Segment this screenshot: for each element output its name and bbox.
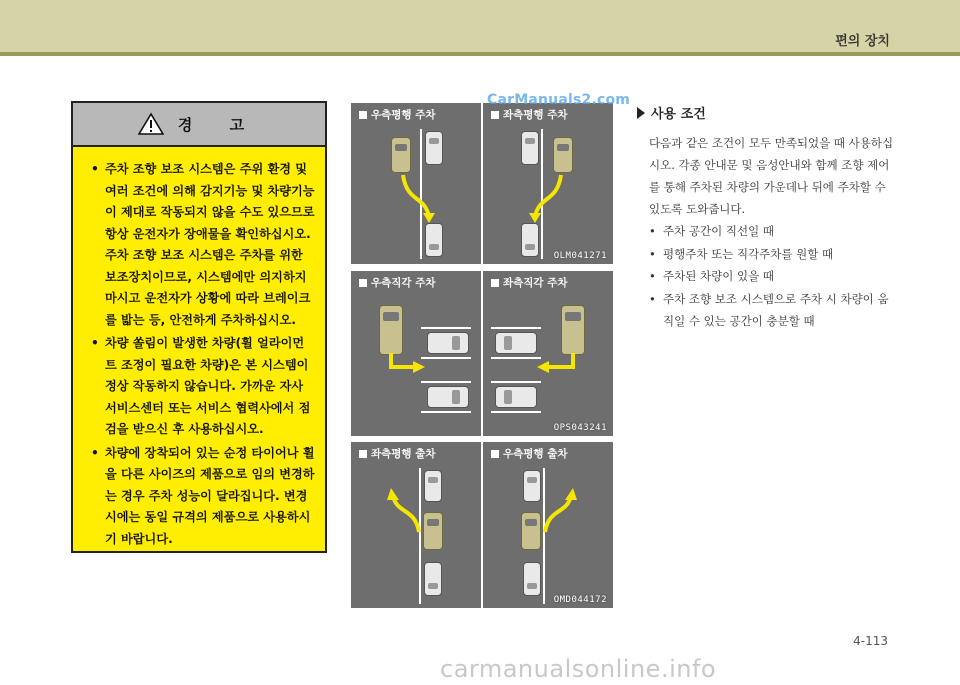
list-item: • 평행주차 또는 직각주차를 원할 때: [649, 243, 899, 266]
panel-label: 우측평행 주차: [371, 109, 436, 121]
panel-half-left: [351, 271, 481, 436]
arrow-icon: [385, 488, 425, 538]
list-item: • 주차 조향 보조 시스템으로 주차 시 차량이 움직일 수 있는 공간이 충분할 때: [649, 288, 899, 333]
warning-triangle-icon: [138, 112, 164, 136]
header-divider: [0, 52, 960, 56]
image-code: OMD044172: [553, 595, 607, 605]
image-code: OLM041271: [553, 251, 607, 261]
arrow-icon: [539, 488, 583, 538]
conditions-list: [637, 220, 899, 333]
image-code: OPS043241: [553, 423, 607, 433]
watermark: CarManuals2.com: [487, 92, 631, 108]
warning-box: [71, 101, 327, 553]
square-icon: [359, 450, 367, 458]
arrow-icon: [387, 353, 427, 377]
warning-item: • 차량에 장착되어 있는 순정 타이어나 휠을 다른 사이즈의 제품으로 임의 변경하는 경우 주차 성능이 달라집니다. 변경 시에는 동일 규격의 제품으로 사용하시기 바랍니다.: [89, 443, 315, 551]
square-icon: [491, 450, 499, 458]
triangle-right-icon: [637, 107, 645, 119]
list-item: • 주차된 차량이 있을 때: [649, 265, 899, 288]
page-number: 4-113: [853, 634, 888, 648]
panel-label: 우측직각 주차: [371, 277, 436, 289]
section-title: 편의 장치: [835, 34, 890, 49]
conditions-heading: 사용 조건: [651, 107, 706, 122]
panel-half-right: [483, 442, 613, 608]
panel-label: 좌측직각 주차: [503, 277, 568, 289]
panel-parallel-exit: [351, 442, 613, 608]
conditions-body: 다음과 같은 조건이 모두 만족되었을 때 사용하십시오. 각종 안내문 및 음성안내와 함께 조향 제어를 통해 주차된 차량의 가운데나 뒤에 주차할 수 있도록 도와줍니다.: [649, 136, 894, 216]
panel-label: 우측평행 출차: [503, 448, 568, 460]
warning-header: [73, 103, 325, 147]
list-item: • 주차 공간이 직선일 때: [649, 220, 899, 243]
warning-item: • 차량 쏠림이 발생한 차량(휠 얼라이먼트 조정이 필요한 차량)은 본 시스템이 정상 작동하지 않습니다. 가까운 자사 서비스센터 또는 서비스 협력사에서 점검을 받으신 후 사용하십시오.: [89, 333, 315, 441]
footer-watermark: carmanualsonline.info: [440, 655, 717, 683]
square-icon: [491, 279, 499, 287]
arrow-icon: [523, 173, 567, 223]
panel-label: 좌측평행 주차: [503, 109, 568, 121]
square-icon: [491, 111, 499, 119]
panel-parallel-parking: [351, 103, 613, 264]
usage-conditions: [637, 103, 899, 333]
panel-half-left: [351, 442, 481, 608]
arrow-icon: [533, 353, 577, 377]
square-icon: [359, 111, 367, 119]
panel-label: 좌측평행 출차: [371, 448, 436, 460]
header-bar: [0, 0, 960, 52]
square-icon: [359, 279, 367, 287]
panel-half-right: [483, 271, 613, 436]
warning-list: [73, 147, 325, 550]
panel-half-left: [351, 103, 481, 264]
warning-item: • 주차 조향 보조 시스템은 주위 환경 및 여러 조건에 의해 감지기능 및 차량기능이 제대로 작동되지 않을 수도 있으므로 항상 운전자가 장애물을 확인하십시오. 주차 조향 보조 시스템은 주차를 위한 보조장치이므로, 시스템에만 의지하지 마시고 운전자가 상황에 따라 브레이크를 밟는 등, 안전하게 주차하십시오.: [89, 159, 315, 331]
arrow-icon: [399, 173, 439, 223]
panel-perpendicular-parking: [351, 271, 613, 436]
warning-title: 경 고: [177, 115, 261, 134]
panel-half-right: [483, 103, 613, 264]
